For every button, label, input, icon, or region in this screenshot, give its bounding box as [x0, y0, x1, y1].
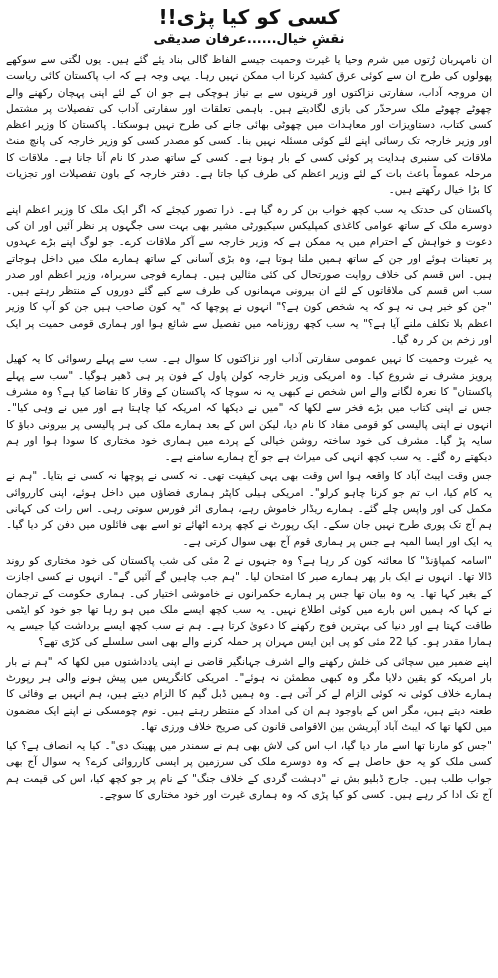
byline-separator: ...... — [246, 32, 277, 47]
column-name: نقشِ خیال — [276, 32, 345, 47]
article-body — [6, 52, 492, 803]
article-paragraph: ان نامہربان رُتوں میں شرم وحیا یا غیرت وحمیت جیسے الفاظ گالی بناد یئے گئے ہیں۔ یوں لگتی سے سوکھے پھولوں کی طرح ان سے کوئی عرق کشید کرنا اب ممکن نہیں رہا۔ یہی وجہ ہے کہ اب پاکستان کائی ریاست ان مروجہ آداب، سفارتی نزاکتوں اور قرینوں سے بے نیاز ہوچکی ہے جو ان کے لئے اپنی پہچان رکھنے والے چھوٹے چھوٹے ملک سرحدّر کی بازی لگادیتے ہیں۔ باہمی تعلقات اور سفارتی آداب کی تفصیلات پر مشتمل کسی کتاب، دستاویزات اور معاہدات میں چھوٹی بھائی جانے کی طرح نہیں ہوسکتا۔ پاکستان کا وزیر اعظم اور وزیر خارجہ تک رسائی اپنے لئے کوئی مسئلہ نہیں بنا۔ کسی کو مصدر کسی کو وزیر خارجہ کی پانچ منٹ ملاقات کی سنبری ہدایت پر کوئی کسی کے بار ہونا ہے۔ کسی کے ساتھ صدر کا نام آنا جانا ہے۔ ملاقات کا مرحلہ عموماً باعث بات کے لئے وزیر اعظم کی طرف کیا جاتا ہے۔ دفتر خارجہ کے باون تفصیلات اور تجزیات کا بڑا خیال رکھتے ہیں۔ — [6, 54, 492, 197]
article-paragraph: جس وقت ایبٹ آباد کا واقعہ ہوا اس وقت بھی یہی کیفیت تھی۔ نہ کسی نے پوچھا نہ کسی نے بتایا۔ "ہم نے یہ کام کیا، اب تم جو کرنا چاہو کرلو"۔ امریکی ہیلی کاپٹر ہماری فضاؤں میں داخل ہوئے، اپنی کارروائی مکمل کی اور واپس چلے گئے۔ ہمارے ریڈار خاموش رہے، ہماری ائر فورس سوتی رہی۔ اس رات کی کہانی ہم آج تک پوری طرح نہیں جان سکے۔ ایک رپورٹ نے کچھ پردے اٹھائے تو اسے بھی فائلوں میں دفن کر دیا گیا۔ یہ ایک اور ایسا المیہ ہے جس پر ہماری قوم آج بھی سوال کرتی ہے۔ — [6, 470, 492, 548]
byline — [6, 30, 492, 50]
author-name: عرفان صدیقی — [153, 32, 247, 47]
article-paragraph: "اسامہ کمپاؤنڈ" کا معائنہ کون کر رہا ہے؟ وہ جنہوں نے 2 مئی کی شب پاکستان کی خود مختاری کو روند ڈالا تھا۔ انہوں نے ایک بار پھر ہمارے صبر کا امتحان لیا۔ "ہم جب چاہیں گے آئیں گے"۔ انہوں نے کسی اجازت کے بغیر کہا تھا۔ یہ وہ بیان تھا جس پر ہمارے حکمرانوں نے خاموشی اختیار کی۔ ہماری حکومت کے ترجمان نے کہا کہ ہمیں اس بارے میں کوئی اطلاع نہیں۔ یہ سب کچھ ایسے ملک میں ہو رہا تھا جو خود کو ایٹمی طاقت کہتا ہے اور دنیا کی بہترین فوج رکھنے کا دعویٰ کرتا ہے۔ ہم نے سب کچھ ایسے برداشت کیا جیسے یہ ہمارا مقدر ہو۔ کیا 22 مئی کو پی این ایس مہران پر حملہ کرنے والے بھی اسی سلسلے کی کڑی تھے؟ — [6, 554, 492, 649]
article-paragraph: "جس کو مارنا تھا اسے مار دیا گیا، اب اس کی لاش بھی ہم نے سمندر میں پھینک دی"۔ کیا یہ انصاف ہے؟ کیا کسی ملک کو یہ حق حاصل ہے کہ وہ دوسرے ملک کی سرزمین پر ایسی کارروائی کرے؟ یہ سوال آج بھی جواب طلب ہیں۔ جارج ڈبلیو بش نے "دہشت گردی کے خلاف جنگ" کے نام پر جو کچھ کیا، اس کی قیمت ہم آج تک ادا کر رہے ہیں۔ کسی کو کیا پڑی کہ وہ ہماری غیرت اور خود مختاری کا سوچے۔ — [6, 740, 492, 802]
article-paragraph: یہ غیرت وحمیت کا نہیں عمومی سفارتی آداب اور نزاکتوں کا سوال ہے۔ سب سے پہلے رسوائی کا یہ کھیل پرویز مشرف نے شروع کیا۔ وہ امریکی وزیر خارجہ کولن پاول کے فون پر ہی ڈھیر ہوگیا۔ "سب سے پہلے پاکستان" کا نعرہ لگانے والے اس شخص نے کبھی یہ نہ سوچا کہ پاکستان کے وقار کا تقاضا کیا ہے؟ وہ مشرف جس نے اپنی کتاب میں بڑے فخر سے لکھا کہ "میں نے دیکھا کہ امریکہ کیا چاہتا ہے اور میں نے وہی کیا"۔ انہوں نے اپنی پالیسی کو قومی مفاد کا نام دیا، لیکن اس کے بعد ہمارے ملک کی ہر پالیسی پر بیرونی دباؤ کا سایہ پڑ گیا۔ مشرف کی خود ساختہ روشن خیالی کے پردے میں ہماری خود مختاری کا سودا ہوا اور ہم دیکھتے رہ گئے۔ یہ سب کچھ انہی کی میراث ہے جو آج ہمارے سامنے ہے۔ — [6, 353, 492, 464]
article-title: کسی کو کیا پڑی!! — [158, 5, 340, 29]
article-paragraph: پاکستان کی حدتک یہ سب کچھ خواب بن کر رہ گیا ہے۔ ذرا تصور کیجئے کہ اگر ایک ملک کا وزیر اعظم اپنے دوسرے ملک کے ساتھ عوامی کاغذی کمپلیکس سیکیورٹی مشیر بھی بہت سی جگہوں پر نظر آئیں اور ان کی دعوت و خواہش کے احترام میں یہ ممکن ہے کہ وزیر خارجہ سے آکر ملاقات کرے۔ جو لوگ اپنے بڑے عہدوں پر تعینات ہوئے اور جن کے ساتھ ہمیں ملنا ہوتا ہے، وہ بڑی آسانی کے ساتھ ہمارے ملک میں داخل ہوجاتے ہیں۔ اس قسم کی خلاف روایت صورتحال کی کئی مثالیں ہیں۔ ہمارے فوجی سربراہ، وزیر اعظم اور صدر سب اس قسم کی ملاقاتوں کے لئے ان بیرونی مہمانوں کی طرف سے کیے گئے دوروں کے منتظر رہتے ہیں۔ "جن کو خبر ہی نہ ہو کہ یہ شخص کون ہے؟" انہوں نے پوچھا کہ "یہ کون صاحب ہیں جن کو آپ کا وزیر اعظم بلا تکلف ملنے آیا ہے؟" یہ سب کچھ روزنامہ میں تفصیل سے شائع ہوا اور ہماری قومی حمیت پر ایک اور زخم بن کر رہ گیا۔ — [6, 203, 492, 347]
article-paragraph: اپنے ضمیر میں سچائی کی خلش رکھنے والے اشرف جہانگیر قاضی نے اپنی یادداشتوں میں لکھا کہ "ہم نے بار بار امریکہ کو یقین دلایا مگر وہ کبھی مطمئن نہ ہوئے"۔ امریکی کانگریس میں پیش ہونے والی ہر رپورٹ ہمارے خلاف کوئی نہ کوئی الزام لے کر آتی ہے۔ وہ ہمیں ڈبل گیم کا الزام دیتے ہیں، ہم انہیں بے وفائی کا طعنہ دیتے ہیں، مگر اس کے باوجود ہم ان کی امداد کے منتظر رہتے ہیں۔ نوم چومسکی نے اپنے ایک مضمون میں لکھا تھا کہ ایبٹ آباد آپریشن بین الاقوامی قانون کی صریح خلاف ورزی تھا۔ — [6, 655, 492, 733]
